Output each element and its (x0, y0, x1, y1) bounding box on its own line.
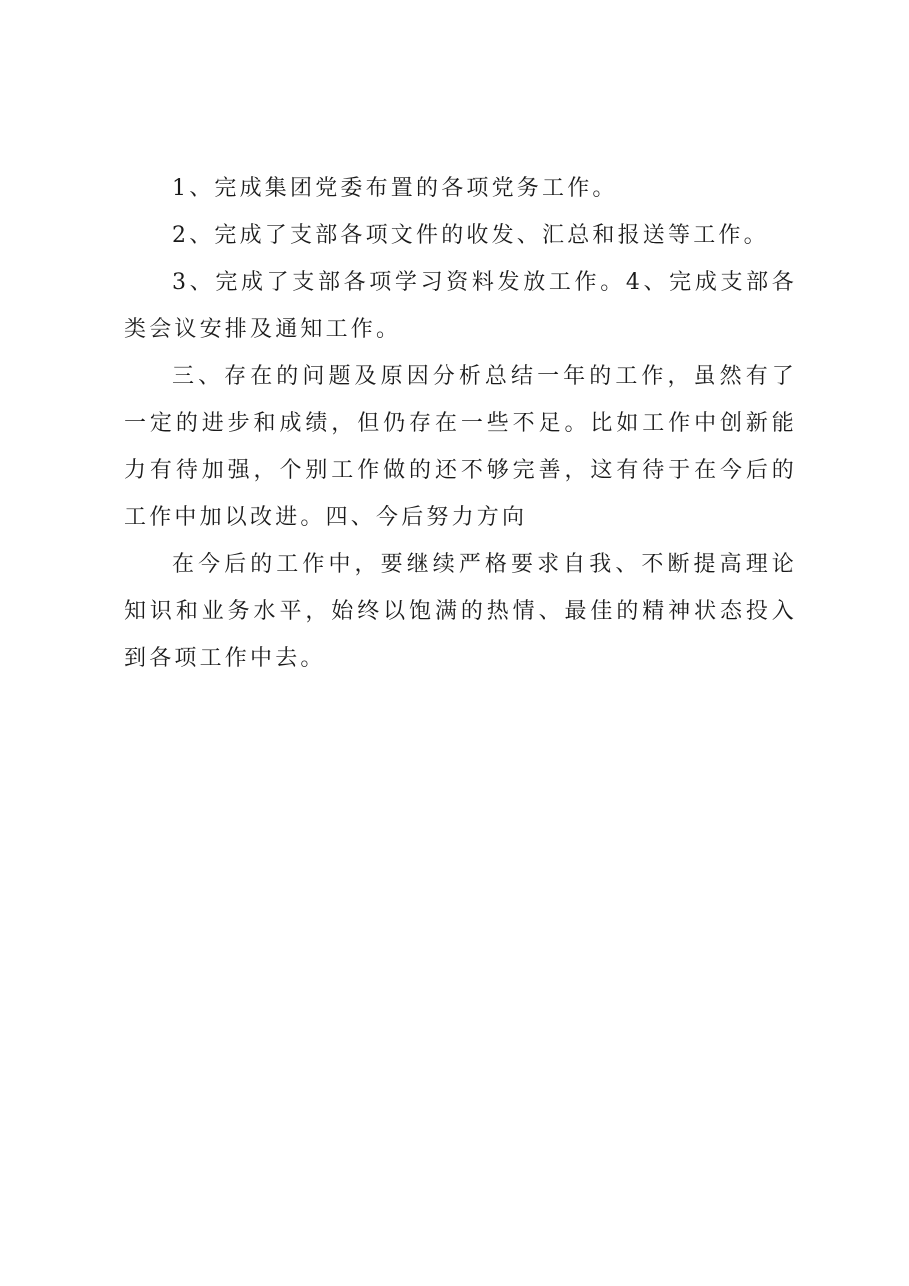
paragraph-future-direction: 在今后的工作中，要继续严格要求自我、不断提高理论知识和业务水平，始终以饱满的热情、最佳的精神状态投入到各项工作中去。 (124, 552, 797, 671)
document-body (124, 165, 797, 682)
paragraph-problems-analysis: 三、存在的问题及原因分析总结一年的工作，虽然有了一定的进步和成绩，但仍存在一些不足。比如工作中创新能力有待加强，个别工作做的还不够完善，这有待于在今后的工作中加以改进。四、今后努力方向 (124, 364, 797, 530)
paragraph-item-2: 2、完成了支部各项文件的收发、汇总和报送等工作。 (172, 223, 769, 248)
paragraph-item-3: 3、完成了支部各项学习资料发放工作。4、完成支部各类会议安排及通知工作。 (124, 270, 797, 342)
paragraph-item-1: 1、完成集团党委布置的各项党务工作。 (172, 176, 618, 201)
